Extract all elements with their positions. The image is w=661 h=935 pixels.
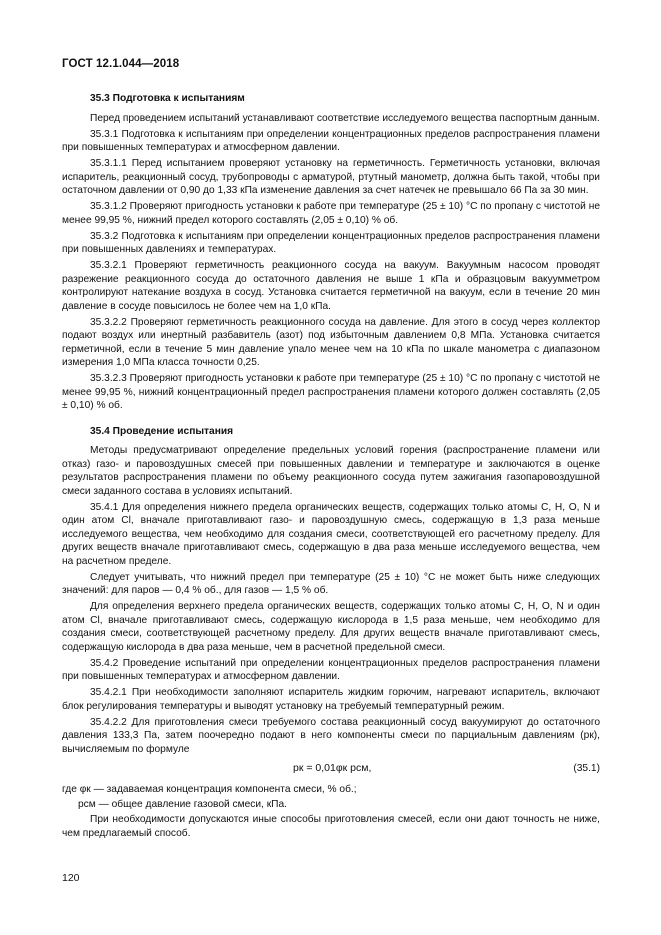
paragraph: Следует учитывать, что нижний предел при температуре (25 ± 10) °С не может быть ниже следующих значений: для паров — 0,4 % об., для газов — 1,5 % об. (62, 571, 600, 596)
section-35-3-heading: 35.3 Подготовка к испытаниям (90, 93, 245, 104)
paragraph: 35.3.1 Подготовка к испытаниям при определении концентрационных пределов распространения пламени при повышенных температурах и атмосферном давлении. (62, 128, 600, 153)
paragraph: 35.4.2.1 При необходимости заполняют испаритель жидким горючим, нагревают испаритель, включают блок регулирования температуры и выводят установку на требуемый температурный режим. (62, 687, 600, 712)
formula-where-line: где φк — задаваемая концентрация компонента смеси, % об.; (62, 784, 357, 795)
paragraph: 35.3.2.2 Проверяют герметичность реакционного сосуда на давление. Для этого в сосуд через коллектор подают воздух или инертный разбавитель (азот) под избыточным давлением 0,8 МПа. Установка считается герметичной, если в течение 5 мин давление упало менее чем на 10 кПа по шкале манометра с диапазоном измерения 1,0 МПа класса точности 0,25. (62, 316, 600, 368)
paragraph: 35.4.2 Проведение испытаний при определении концентрационных пределов распространения пламени при повышенных температурах и атмосферном давлении. (62, 657, 600, 682)
formula-number: (35.1) (573, 763, 600, 774)
section-35-4-heading: 35.4 Проведение испытания (90, 425, 234, 437)
formula-expression: pк = 0,01φк pсм, (293, 762, 372, 774)
page-content (62, 92, 600, 843)
paragraph: Методы предусматривают определение предельных условий горения (распространение пламени или отказ) газо- и паровоздушных смесей при повышенных давлении и температуре и заключаются в оценке результатов распространения пламени по объему реакционного сосуда путем зажигания газопаровоздушной смеси заданного состава в условиях испытаний. (62, 445, 600, 497)
paragraph: 35.3.2.1 Проверяют герметичность реакционного сосуда на вакуум. Вакуумным насосом проводят разрежение реакционного сосуда до остаточного давления не выше 1 кПа и образцовым вакуумметром контролируют натекание воздуха в сосуд. Установка считается герметичной на вакуум, если в течение 20 мин давление в сосуде повысилось не более чем на 1,0 кПа. (62, 260, 600, 312)
paragraph: 35.3.2.3 Проверяют пригодность установки к работе при температуре (25 ± 10) °С по пропану с чистотой не менее 99,95 %, нижний концентрационный предел распространения пламени которого должен составлять (2,05 ± 0,10) % об. (62, 373, 600, 411)
formula-where-line: pсм — общее давление газовой смеси, кПа. (78, 798, 287, 810)
paragraph: Для определения верхнего предела органических веществ, содержащих только атомы С, Н, О, N и один атом Cl, вначале приготавливают смесь, содержащую кислорода в 1,5 раза меньше, чем необходимо для создания смеси, соответствующей расчетному пределу. Для других веществ вначале приготавливают смесь, содержащую кислорода в два раза меньше, чем в расчетной предельной смеси. (62, 601, 600, 653)
paragraph: 35.3.1.1 Перед испытанием проверяют установку на герметичность. Герметичность установки, включая испаритель, реакционный сосуд, трубопроводы с арматурой, ртутный манометр, должна быть такой, чтобы при остаточном давлении от 0,90 до 1,33 кПа изменение давления за счет натечек не превышало 66 Па за 30 мин. (62, 158, 600, 196)
formula-35-1 (62, 760, 600, 779)
paragraph: 35.3.2 Подготовка к испытаниям при определении концентрационных пределов распространения пламени при повышенных давлениях и температурах. (62, 230, 600, 255)
paragraph: При необходимости допускаются иные способы приготовления смесей, если они дают точность не ниже, чем предлагаемый способ. (62, 814, 600, 839)
paragraph: 35.4.2.2 Для приготовления смеси требуемого состава реакционный сосуд вакуумируют до остаточного давления 133,3 Па, затем поочередно подают в него компоненты смеси по парциальным давлениям (pк), вычисляемым по формуле (62, 716, 600, 755)
paragraph: Перед проведением испытаний устанавливают соответствие исследуемого вещества паспортным данным. (90, 112, 600, 124)
paragraph: 35.3.1.2 Проверяют пригодность установки к работе при температуре (25 ± 10) °С по пропану с чистотой не менее 99,95 %, нижний предел которого составлять (2,05 ± 0,10) % об. (62, 201, 600, 226)
page-number: 120 (62, 872, 80, 884)
paragraph: 35.4.1 Для определения нижнего предела органических веществ, содержащих только атомы С, Н, О, N и один атом Cl, вначале приготавливают газо- и паровоздушную смесь, содержащую в 1,3 раза меньше исследуемого вещества, чем необходимо для создания смеси, соответствующей его расчетному пределу. Для других веществ вначале приготавливают смесь, содержащую в два раза меньше исследуемого вещества, чем на расчетном пределе. (62, 501, 600, 567)
standard-header: ГОСТ 12.1.044—2018 (62, 58, 180, 70)
